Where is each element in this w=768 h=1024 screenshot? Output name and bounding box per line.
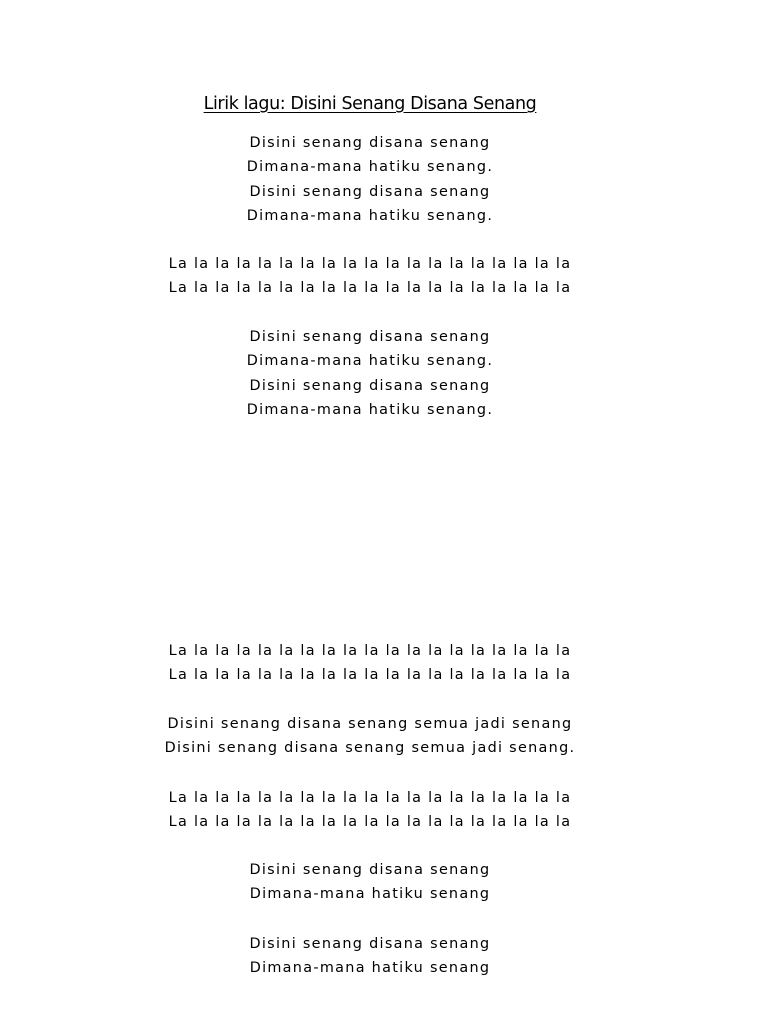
lyric-line: La la la la la la la la la la la la la la la la la la la (168, 814, 572, 831)
lyric-line: La la la la la la la la la la la la la la la la la la la (168, 667, 572, 684)
stanza-4 (0, 639, 740, 688)
stanza-8 (0, 932, 740, 981)
lyric-line: Disini senang disana senang (249, 936, 491, 952)
lyric-line: La la la la la la la la la la la la la la la la la la la (168, 256, 572, 272)
lyric-line: Disini senang disana senang semua jadi senang (167, 716, 573, 732)
lyric-line: La la la la la la la la la la la la la la la la la la la (168, 280, 572, 297)
stanza-1 (0, 131, 740, 229)
lyric-line: Disini senang disana senang (249, 135, 491, 151)
lyric-line: La la la la la la la la la la la la la la la la la la la (168, 790, 572, 806)
lyric-line: Disini senang disana senang (249, 862, 491, 878)
stanza-6 (0, 786, 740, 835)
lyric-line: Dimana-mana hatiku senang. (246, 353, 494, 370)
lyric-line: Disini senang disana senang (249, 183, 491, 200)
stanza-5 (0, 712, 740, 761)
page-title: Lirik lagu: Disini Senang Disana Senang (203, 94, 537, 114)
lyric-line: Dimana-mana hatiku senang. (246, 208, 494, 225)
lyric-line: Dimana-mana hatiku senang (249, 960, 491, 977)
stanza-2 (0, 252, 740, 301)
stanza-7 (0, 858, 740, 907)
lyric-line: Disini senang disana senang semua jadi senang. (164, 740, 576, 757)
lyric-line: Dimana-mana hatiku senang. (246, 402, 494, 419)
lyric-line: Dimana-mana hatiku senang (249, 886, 491, 903)
lyric-line: La la la la la la la la la la la la la la la la la la la (168, 643, 572, 659)
stanza-3 (0, 325, 740, 423)
lyric-line: Disini senang disana senang (249, 377, 491, 394)
lyric-line: Disini senang disana senang (249, 329, 491, 345)
lyric-line: Dimana-mana hatiku senang. (246, 159, 494, 176)
